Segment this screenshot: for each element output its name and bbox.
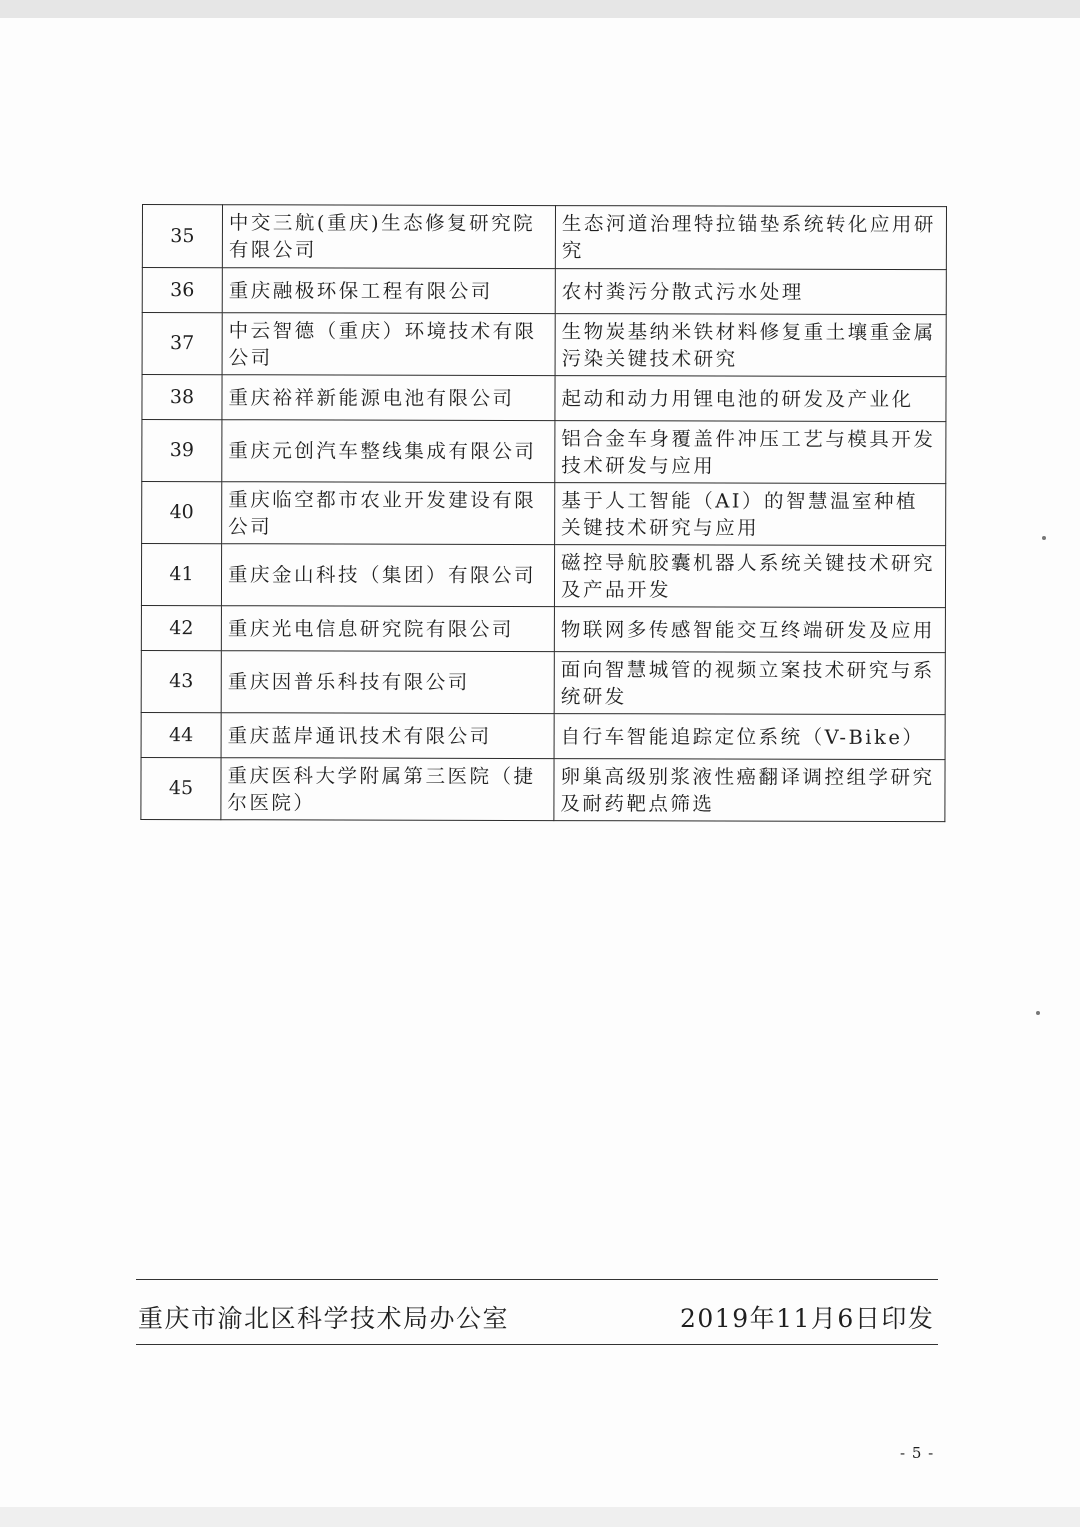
table-row — [142, 313, 946, 377]
project-name: 物联网多传感智能交互终端研发及应用 — [554, 607, 945, 653]
company-name: 重庆裕祥新能源电池有限公司 — [222, 375, 555, 421]
row-number: 36 — [142, 268, 222, 313]
project-table — [140, 204, 947, 822]
issuer-name: 重庆市渝北区科学技术局办公室 — [138, 1304, 510, 1333]
scan-bottom-edge — [0, 1507, 1080, 1527]
company-name: 重庆元创汽车整线集成有限公司 — [222, 420, 555, 483]
company-name: 重庆医科大学附属第三医院（捷尔医院） — [221, 758, 554, 821]
company-name: 重庆因普乐科技有限公司 — [221, 651, 554, 714]
company-name: 重庆临空都市农业开发建设有限公司 — [222, 482, 555, 545]
company-name: 重庆金山科技（集团）有限公司 — [221, 544, 554, 607]
table-row — [141, 757, 945, 821]
scan-speck — [1036, 1011, 1040, 1015]
company-name: 重庆蓝岸通讯技术有限公司 — [221, 713, 554, 759]
company-name: 重庆融极环保工程有限公司 — [222, 268, 555, 314]
table-row — [141, 712, 945, 759]
table-row — [141, 605, 945, 652]
row-number: 38 — [142, 375, 222, 420]
row-number: 43 — [141, 650, 221, 712]
project-name: 面向智慧城管的视频立案技术研究与系统研发 — [554, 652, 945, 715]
company-name: 中云智德（重庆）环境技术有限公司 — [222, 313, 555, 376]
table-row — [142, 268, 946, 315]
table-row — [142, 205, 946, 270]
company-name: 重庆光电信息研究院有限公司 — [221, 606, 554, 652]
company-name: 中交三航(重庆)生态修复研究院有限公司 — [222, 205, 555, 269]
project-name: 磁控导航胶囊机器人系统关键技术研究及产品开发 — [554, 545, 945, 608]
row-number: 42 — [141, 605, 221, 650]
table-row — [141, 544, 945, 608]
row-number: 39 — [142, 420, 222, 482]
project-name: 自行车智能追踪定位系统（V-Bike） — [554, 714, 945, 760]
page-number: - 5 - — [900, 1444, 935, 1462]
scan-speck — [1042, 536, 1046, 540]
footer-top-rule — [136, 1279, 938, 1280]
table-row — [141, 650, 945, 714]
project-name: 生态河道治理特拉锚垫系统转化应用研究 — [555, 206, 946, 270]
row-number: 37 — [142, 313, 222, 375]
table-row — [142, 375, 946, 422]
project-name: 基于人工智能（AI）的智慧温室种植关键技术研究与应用 — [555, 483, 946, 546]
row-number: 45 — [141, 757, 221, 819]
project-name: 卵巢高级别浆液性癌翻译调控组学研究及耐药靶点筛选 — [554, 759, 945, 822]
table-row — [142, 420, 946, 484]
row-number: 44 — [141, 712, 221, 757]
row-number: 41 — [141, 544, 221, 606]
row-number: 40 — [142, 482, 222, 544]
issue-date: 2019年11月6日印发 — [680, 1304, 935, 1333]
table-row — [142, 482, 946, 546]
project-name: 农村粪污分散式污水处理 — [555, 269, 946, 315]
scan-top-edge — [0, 0, 1080, 18]
project-name: 起动和动力用锂电池的研发及产业化 — [555, 376, 946, 422]
row-number: 35 — [142, 205, 222, 268]
footer-bottom-rule — [136, 1344, 938, 1345]
project-name: 生物炭基纳米铁材料修复重土壤重金属污染关键技术研究 — [555, 314, 946, 377]
project-name: 铝合金车身覆盖件冲压工艺与模具开发技术研发与应用 — [555, 421, 946, 484]
